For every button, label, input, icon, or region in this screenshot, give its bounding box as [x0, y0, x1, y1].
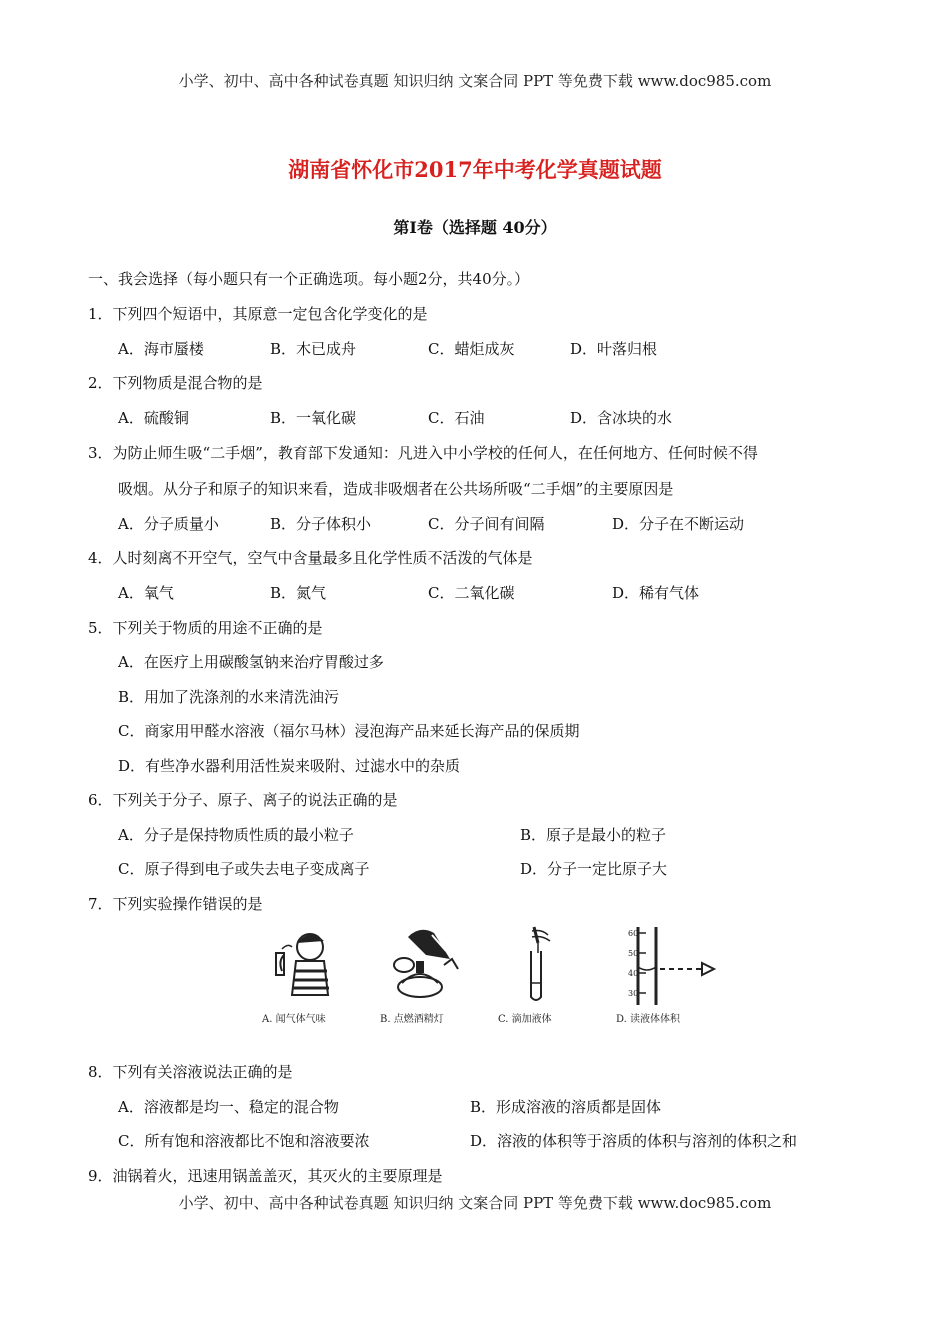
q1-option-d: D．叶落归根 [570, 340, 658, 358]
question-5-stem: 5．下列关于物质的用途不正确的是 [88, 619, 323, 637]
q2-option-d: D．含冰块的水 [570, 409, 673, 427]
q4-option-d: D．稀有气体 [612, 584, 700, 602]
section-subtitle: 第Ⅰ卷（选择题 40分） [393, 218, 557, 237]
question-9-stem: 9．油锅着火，迅速用锅盖盖灭，其灭火的主要原理是 [88, 1167, 443, 1185]
q7-caption-a: A. 闻气体气味 [262, 1014, 326, 1025]
section-instruction: 一、我会选择（每小题只有一个正确选项。每小题2分，共40分。） [88, 270, 530, 288]
q8-option-a: A．溶液都是均一、稳定的混合物 [118, 1098, 339, 1116]
q7-figure-d [616, 925, 726, 1025]
q7-figure-row [262, 925, 722, 1025]
q5-option-b: B．用加了洗涤剂的水来清洗油污 [118, 688, 340, 706]
q1-option-a: A．海市蜃楼 [118, 340, 204, 358]
q3-option-c: C．分子间有间隔 [428, 515, 545, 533]
q6-option-a: A．分子是保持物质性质的最小粒子 [118, 826, 354, 844]
q7-figure-b [380, 925, 492, 1025]
q8-option-d: D．溶液的体积等于溶质的体积与溶剂的体积之和 [470, 1132, 798, 1150]
q4-option-c: C．二氧化碳 [428, 584, 515, 602]
alcohol-lamp-illustration [380, 925, 492, 1007]
q7-figure-c [498, 925, 610, 1025]
cylinder-tick-60: 60 [628, 929, 639, 938]
cylinder-tick-30: 30 [628, 989, 639, 998]
q6-option-b: B．原子是最小的粒子 [520, 826, 667, 844]
q1-option-c: C．蜡炬成灰 [428, 340, 515, 358]
question-1-stem: 1．下列四个短语中，其原意一定包含化学变化的是 [88, 305, 428, 323]
q3-option-b: B．分子体积小 [270, 515, 372, 533]
q3-option-d: D．分子在不断运动 [612, 515, 745, 533]
page-footer: 小学、初中、高中各种试卷真题 知识归纳 文案合同 PPT 等免费下载 www.doc985.com [178, 1194, 772, 1212]
page-title: 湖南省怀化市2017年中考化学真题试题 [288, 157, 662, 182]
q3-option-a: A．分子质量小 [118, 515, 219, 533]
page-header: 小学、初中、高中各种试卷真题 知识归纳 文案合同 PPT 等免费下载 www.doc985.com [178, 72, 772, 90]
smell-gas-illustration [262, 925, 374, 1007]
question-6-stem: 6．下列关于分子、原子、离子的说法正确的是 [88, 791, 398, 809]
cylinder-tick-50: 50 [628, 949, 639, 958]
q7-caption-c: C. 滴加液体 [498, 1014, 552, 1025]
q4-option-a: A．氧气 [118, 584, 174, 602]
question-8-stem: 8．下列有关溶液说法正确的是 [88, 1063, 293, 1081]
question-2-stem: 2．下列物质是混合物的是 [88, 374, 263, 392]
q1-option-b: B．木已成舟 [270, 340, 357, 358]
question-4-stem: 4．人时刻离不开空气，空气中含量最多且化学性质不活泼的气体是 [88, 549, 533, 567]
q2-option-a: A．硫酸铜 [118, 409, 189, 427]
q7-caption-b: B. 点燃酒精灯 [380, 1014, 444, 1025]
q6-option-d: D．分子一定比原子大 [520, 860, 668, 878]
question-7-stem: 7．下列实验操作错误的是 [88, 895, 263, 913]
q8-option-c: C．所有饱和溶液都比不饱和溶液要浓 [118, 1132, 370, 1150]
q5-option-c: C．商家用甲醛水溶液（福尔马林）浸泡海产品来延长海产品的保质期 [118, 722, 580, 740]
measuring-cylinder-illustration [616, 925, 726, 1007]
dropper-illustration [498, 925, 610, 1007]
q5-option-a: A．在医疗上用碳酸氢钠来治疗胃酸过多 [118, 653, 384, 671]
q6-option-c: C．原子得到电子或失去电子变成离子 [118, 860, 370, 878]
q4-option-b: B．氮气 [270, 584, 327, 602]
question-3-stem: 3．为防止师生吸“二手烟”，教育部下发通知：凡进入中小学校的任何人，在任何地方、任何时候不得 [88, 444, 758, 462]
cylinder-tick-40: 40 [628, 969, 639, 978]
q2-option-c: C．石油 [428, 409, 485, 427]
q7-caption-d: D. 读液体体积 [616, 1014, 681, 1025]
q2-option-b: B．一氧化碳 [270, 409, 357, 427]
q8-option-b: B．形成溶液的溶质都是固体 [470, 1098, 662, 1116]
q5-option-d: D．有些净水器利用活性炭来吸附、过滤水中的杂质 [118, 757, 461, 775]
question-3-stem-cont: 吸烟。从分子和原子的知识来看，造成非吸烟者在公共场所吸“二手烟”的主要原因是 [118, 480, 674, 498]
q7-figure-a [262, 925, 374, 1025]
